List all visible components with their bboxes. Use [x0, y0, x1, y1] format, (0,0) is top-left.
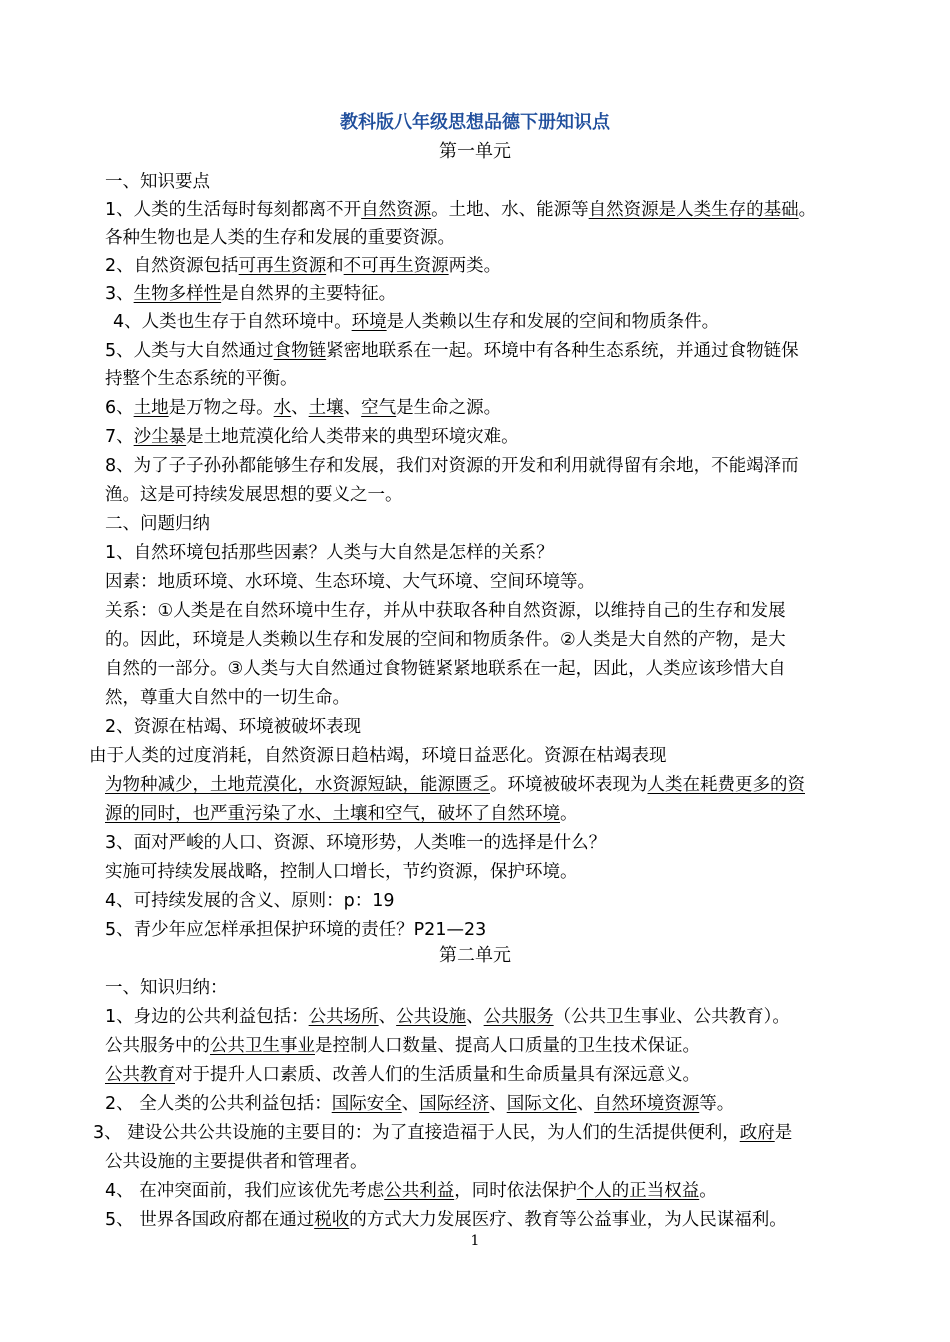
- text-segment: 。: [560, 804, 578, 824]
- text-segment: 7、: [105, 427, 134, 447]
- text-segment: 2、 全人类的公共利益包括：: [105, 1094, 332, 1114]
- text-line: [93, 1119, 792, 1147]
- text-line: [105, 800, 578, 828]
- text-line: [105, 252, 501, 280]
- text-line: [105, 1032, 700, 1060]
- text-line: [105, 196, 816, 224]
- text-segment: 紧密地联系在一起。环境中有各种生态系统，并通过食物链保: [326, 341, 799, 361]
- text-segment: 是自然界的主要特征。: [221, 284, 397, 304]
- text-line: [105, 168, 210, 196]
- text-line: [105, 1003, 790, 1031]
- underlined-key-term: 水: [273, 398, 292, 418]
- underlined-key-term: 公共卫生事业: [210, 1036, 315, 1056]
- underlined-key-term: 政府: [739, 1123, 775, 1143]
- text-segment: 、: [401, 1094, 420, 1114]
- text-line: [105, 829, 606, 857]
- underlined-key-term: 土地: [133, 398, 169, 418]
- text-segment: 是人类赖以生存和发展的空间和物质条件。: [386, 312, 720, 332]
- text-line: [105, 423, 519, 451]
- text-line: [105, 1090, 734, 1118]
- text-line: [105, 655, 786, 683]
- text-segment: 一、知识归纳：: [105, 978, 228, 998]
- text-segment: 4、 在冲突面前，我们应该优先考虑: [105, 1181, 385, 1201]
- text-segment: 对于提升人口素质、改善人们的生活质量和生命质量具有深远意义。: [175, 1065, 700, 1085]
- text-line: [105, 684, 350, 712]
- text-line: [105, 1206, 787, 1234]
- underlined-key-term: 个人的正当权益: [576, 1181, 700, 1201]
- text-line: [105, 224, 455, 252]
- underlined-key-term: 自然环境资源: [594, 1094, 700, 1114]
- text-segment: 、: [576, 1094, 595, 1114]
- text-segment: 。: [798, 200, 817, 220]
- underlined-key-term: 税收: [314, 1210, 350, 1230]
- text-segment: ，同时依法保护: [454, 1181, 577, 1201]
- underlined-key-term: 空气: [361, 398, 397, 418]
- underlined-key-term: 公共设施: [396, 1007, 467, 1027]
- text-segment: 和: [326, 256, 344, 276]
- text-line: [105, 539, 554, 567]
- text-segment: 1、人类的生活每时每刻都离不开: [105, 200, 362, 220]
- text-segment: 、: [489, 1094, 507, 1114]
- text-line: [105, 974, 228, 1002]
- unit-two-heading: 第二单元: [439, 945, 511, 966]
- text-segment: 二、问题归纳: [105, 514, 210, 534]
- text-line: [105, 626, 786, 654]
- text-segment: 持整个生态系统的平衡。: [105, 369, 298, 389]
- underlined-key-term: 公共服务: [483, 1007, 554, 1027]
- underlined-key-term: 公共教育: [105, 1065, 175, 1085]
- text-segment: 公共服务中的: [105, 1036, 210, 1056]
- text-segment: 一、知识要点: [105, 172, 210, 192]
- text-segment: 渔。这是可持续发展思想的要义之一。: [105, 485, 403, 505]
- underlined-key-term: 自然资源: [361, 200, 432, 220]
- text-line: [105, 280, 396, 308]
- document-title: 教科版八年级思想品德下册知识点: [340, 112, 610, 133]
- text-line: [105, 452, 799, 480]
- text-segment: 两类。: [448, 256, 502, 276]
- text-segment: 1、身边的公共利益包括：: [105, 1007, 309, 1027]
- text-segment: 5、 世界各国政府都在通过: [105, 1210, 315, 1230]
- text-segment: 关系：①人类是在自然环境中生存，并从中获取各种自然资源，以维持自己的生存和发展: [105, 601, 786, 621]
- text-line: [105, 1177, 717, 1205]
- underlined-key-term: 国际经济: [419, 1094, 490, 1114]
- text-segment: 实施可持续发展战略，控制人口增长，节约资源，保护环境。: [105, 862, 578, 882]
- text-line: [105, 510, 210, 538]
- text-line: [113, 308, 719, 336]
- text-segment: 是生命之源。: [396, 398, 502, 418]
- text-segment: 因素：地质环境、水环境、生态环境、大气环境、空间环境等。: [105, 572, 595, 592]
- text-line: [105, 568, 595, 596]
- underlined-key-term: 沙尘暴: [133, 427, 187, 447]
- text-segment: 5、人类与大自然通过: [105, 341, 274, 361]
- text-segment: 2、自然资源包括: [105, 256, 239, 276]
- text-line: [105, 916, 486, 944]
- text-segment: 4、可持续发展的含义、原则：p：19: [105, 891, 395, 911]
- text-segment: 1、自然环境包括那些因素？人类与大自然是怎样的关系？: [105, 543, 554, 563]
- unit-one-heading: 第一单元: [439, 141, 511, 162]
- text-line: [89, 742, 667, 770]
- text-line: [105, 481, 403, 509]
- underlined-key-term: 为物种减少，土地荒漠化，水资源短缺，能源匮乏: [105, 775, 490, 795]
- underlined-key-term: 国际文化: [506, 1094, 577, 1114]
- text-segment: 3、面对严峻的人口、资源、环境形势，人类唯一的选择是什么？: [105, 833, 607, 853]
- underlined-key-term: 环境: [351, 312, 387, 332]
- text-line: [105, 771, 805, 799]
- underlined-key-term: 公共利益: [384, 1181, 455, 1201]
- text-segment: 的。因此，环境是人类赖以生存和发展的空间和物质条件。②人类是大自然的产物，是大: [105, 630, 786, 650]
- text-segment: 是万物之母。: [168, 398, 274, 418]
- underlined-key-term: 自然资源是人类生存的基础: [588, 200, 799, 220]
- text-segment: 。土地、水、能源等: [431, 200, 589, 220]
- text-segment: 的方式大力发展医疗、教育等公益事业，为人民谋福利。: [349, 1210, 787, 1230]
- text-segment: 是土地荒漠化给人类带来的典型环境灾难。: [186, 427, 519, 447]
- text-segment: 4、人类也生存于自然环境中。: [113, 312, 352, 332]
- text-segment: 。环境被破坏表现为: [490, 775, 648, 795]
- page-number: 1: [470, 1233, 480, 1249]
- text-segment: 3、: [105, 284, 134, 304]
- text-segment: 公共设施的主要提供者和管理者。: [105, 1152, 368, 1172]
- text-line: [105, 1061, 700, 1089]
- text-segment: 。: [699, 1181, 717, 1201]
- text-segment: 、: [291, 398, 309, 418]
- underlined-key-term: 源的同时，也严重污染了水、土壤和空气，破坏了自然环境: [105, 804, 560, 824]
- underlined-key-term: 生物多样性: [133, 284, 222, 304]
- text-segment: 由于人类的过度消耗，自然资源日趋枯竭，环境日益恶化。资源在枯竭表现: [89, 746, 667, 766]
- text-line: [105, 597, 786, 625]
- text-segment: （公共卫生事业、公共教育）。: [553, 1007, 790, 1027]
- underlined-key-term: 不可再生资源: [343, 256, 449, 276]
- text-segment: 2、资源在枯竭、环境被破坏表现: [105, 717, 362, 737]
- text-segment: 是: [774, 1123, 793, 1143]
- text-line: [105, 394, 501, 422]
- text-segment: 然，尊重大自然中的一切生命。: [105, 688, 350, 708]
- underlined-key-term: 食物链: [273, 341, 327, 361]
- text-segment: 各种生物也是人类的生存和发展的重要资源。: [105, 228, 455, 248]
- text-line: [105, 713, 361, 741]
- text-segment: 等。: [699, 1094, 735, 1114]
- text-segment: 自然的一部分。③人类与大自然通过食物链紧紧地联系在一起，因此，人类应该珍惜大自: [105, 659, 786, 679]
- text-segment: 、: [343, 398, 362, 418]
- text-line: [105, 337, 799, 365]
- underlined-key-term: 人类在耗费更多的资: [647, 775, 805, 795]
- underlined-key-term: 公共场所: [308, 1007, 379, 1027]
- text-segment: 3、 建设公共公共设施的主要目的：为了直接造福于人民，为人们的生活提供便利，: [93, 1123, 740, 1143]
- text-line: [105, 887, 395, 915]
- text-segment: 6、: [105, 398, 134, 418]
- text-segment: 8、为了子子孙孙都能够生存和发展，我们对资源的开发和利用就得留有余地，不能竭泽而: [105, 456, 799, 476]
- text-segment: 是控制人口数量、提高人口质量的卫生技术保证。: [315, 1036, 700, 1056]
- text-line: [105, 365, 298, 393]
- text-segment: 、: [466, 1007, 484, 1027]
- underlined-key-term: 国际安全: [331, 1094, 402, 1114]
- text-line: [105, 858, 578, 886]
- text-segment: 、: [378, 1007, 397, 1027]
- text-segment: 5、青少年应怎样承担保护环境的责任？P21—23: [105, 920, 487, 940]
- underlined-key-term: 土壤: [308, 398, 344, 418]
- text-line: [105, 1148, 368, 1176]
- underlined-key-term: 可再生资源: [238, 256, 327, 276]
